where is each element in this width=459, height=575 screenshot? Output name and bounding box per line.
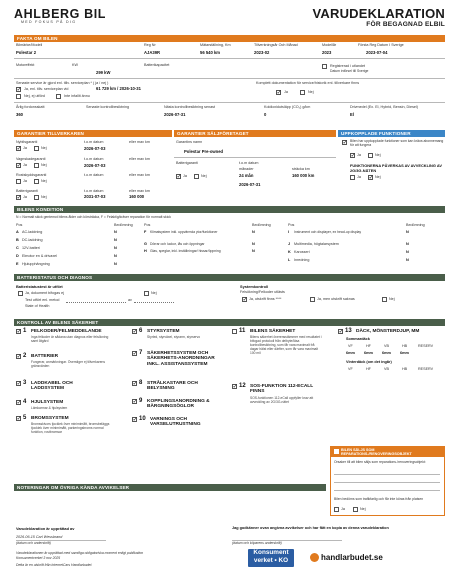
test-metod-label: Test utfört enl. metod (25, 298, 60, 302)
test-av-line (134, 302, 174, 303)
vagn-km-label: eller max km (129, 157, 150, 161)
cond-value: N (406, 230, 409, 234)
varudeklaration-page (14, 6, 445, 569)
funktioner-nej-label: Nej (375, 175, 381, 179)
cond-label: Instrument och displayer, ex head-up display (294, 230, 362, 234)
divider (14, 58, 445, 59)
nybil-km-label: eller max km (129, 140, 150, 144)
cond-value: N (406, 250, 409, 254)
sommar-vb: 6mm (382, 351, 391, 355)
nasta-besiktning-value: 2026-07-31 (164, 112, 186, 117)
fakta-label-model: Bilmärke/Modell (16, 43, 43, 47)
funktioner-title: FUNKTIONERNA PÅVERKAS AV AVVECKLING AV 2G/3G-NÄTEN (350, 163, 442, 173)
kontroll-1-num: 1 (23, 328, 27, 334)
skatt-label: Årlig fordonsskatt (16, 105, 45, 109)
kv-line1: Konsument (253, 549, 289, 556)
vagn-label: Vagnskadegaranti (16, 157, 46, 161)
header (14, 6, 445, 32)
kontroll-5-title: BROMSSYSTEM (31, 416, 69, 421)
skatt-value: 360 (16, 112, 23, 117)
kontroll-2-title: BATTERIER (31, 354, 59, 359)
kontroll-9-checkbox[interactable] (132, 399, 137, 404)
upprattad-label: Varudeklaration är upprättad av (16, 526, 75, 531)
kontroll-4-num: 4 (23, 399, 27, 405)
kontroll-5-desc: Bromsskivors tjocklek över minimimått, bromsbeläggs tjocklek över minimimått, parkeringsbroms normal funktion, rostbromsar (31, 422, 110, 434)
registered-abroad-label: Registrerad i utlandet (330, 64, 366, 68)
system-ja2-label: Ja, men utskrift saknas (317, 297, 355, 301)
cond-value: N (252, 242, 255, 246)
fakta-value-regnr: AJA39R (144, 50, 161, 55)
tire-col-vb: VB (384, 344, 389, 348)
tire-col-hf: HF (366, 367, 371, 371)
fakta-label-km: Mätarställning, Km (200, 43, 231, 47)
trafikfarlig-ja-label: Ja (341, 507, 345, 511)
battery-label: Batterikapacitet (144, 63, 170, 67)
service-ej-label: Inte infallit ännu (64, 94, 90, 98)
tire-col-vb: VB (384, 367, 389, 371)
system-ja-checkbox[interactable] (242, 297, 247, 302)
reparation-title: BILEN SÄLJS SOM REPARATIONS-/RENOVERINGSOBJEKT (341, 447, 412, 456)
section-kontroll-sakerhet: KONTROLL AV BILENS SÄKERHET (14, 319, 445, 326)
reparation-checkbox[interactable] (334, 449, 339, 454)
kontroll-3-title: LADDKABEL OCH LADDSYSTEM (31, 381, 73, 392)
komplett-nej-checkbox[interactable] (300, 90, 305, 95)
salj-km-value: 160 000 km (292, 173, 315, 178)
komplett-ja-checkbox[interactable] (276, 90, 281, 95)
registered-abroad-checkbox[interactable] (322, 64, 327, 69)
kontroll-12-num: 12 (239, 383, 246, 389)
kontroll-6-checkbox[interactable] (132, 329, 137, 334)
legal-text-3: Detta är en utskrift från InternetCars Handlarbudet. (16, 563, 93, 567)
fakta-value-km: 56 540 km (200, 50, 221, 55)
vagn-nej-label: Nej (41, 163, 47, 167)
upprattad-sub: (datum och underskrift) (16, 541, 51, 545)
section-noteringar: NOTERINGAR OM ÖVRIGA KÄNDA AVVIKELSER (14, 484, 326, 491)
cond-label: Karosseri (294, 250, 310, 254)
pos-header: Pos (144, 223, 151, 227)
batteri-km: 160 000 (129, 194, 145, 199)
registered-abroad-sub: Datum införsel till Sverige (330, 69, 369, 73)
salj-manader-value: 24 mån (239, 173, 254, 178)
cond-value: N (114, 246, 117, 250)
fakta-value-modellar: 2023 (322, 50, 332, 55)
document-subtitle: FÖR BEGAGNAD ELBIL (366, 21, 445, 28)
service-value: 61 729 km / 2026-10-31 (96, 86, 141, 91)
kontroll-9-num: 9 (139, 398, 143, 404)
reparation-text1: Orsaker till att bilen säljs som reparations-/renoveringsobjekt: (334, 460, 426, 464)
nybil-date: 2026-07-03 (84, 146, 106, 151)
nybil-nej-checkbox[interactable] (34, 146, 39, 151)
rost-ja-checkbox[interactable] (16, 179, 21, 184)
divider (334, 490, 440, 491)
kontroll-11-num: 11 (239, 328, 246, 334)
cond-code: B (16, 238, 19, 242)
vagn-nej-checkbox[interactable] (34, 163, 39, 168)
kontroll-8-num: 8 (139, 380, 143, 386)
kontroll-4-title: HJULSYSTEM (31, 400, 64, 405)
kontroll-2-num: 2 (23, 353, 27, 359)
rost-ja-label: Ja (23, 179, 27, 183)
co2-label: Koldioxidutsläpp (CO₂) g/km (264, 105, 311, 109)
kontroll-7-num: 7 (139, 350, 143, 356)
cond-code: G (144, 242, 147, 246)
batteri-status-nej-checkbox[interactable] (144, 291, 149, 296)
vagn-tom-label: t.o.m datum (84, 157, 104, 161)
funktioner-ja-label: Ja (357, 175, 361, 179)
service-nej-label: Nej, ej utförd (24, 94, 45, 98)
legal-text-2: Konsumentverket 3 nov 2025 (16, 556, 61, 560)
kontroll-12-checkbox[interactable] (232, 384, 237, 389)
senaste-besiktning-label: Senaste kontrollbesiktning (86, 105, 130, 109)
kontroll-9-title: KOPPLINGSANORDNING & BÄRGNINGSÖGLOR (147, 399, 210, 410)
kopare-sub: (datum och köparens underskrift) (232, 541, 282, 545)
nybil-nej-label: Nej (41, 146, 47, 150)
test-metod-line (66, 302, 126, 303)
section-garantier-tillverkaren: GARANTIER TILLVERKAREN (14, 130, 172, 137)
uppkopplade-ja-checkbox[interactable] (350, 153, 355, 158)
legal-text-1: Varudeklarationen är upprättad med samtliga obligatoriska moment enligt publikation (16, 551, 144, 555)
bed-header: Bedömning (252, 223, 271, 227)
cond-value: N (114, 254, 117, 258)
co2-value: 0 (264, 112, 267, 117)
batteri-status-label: Batteristatustest är utfört (16, 284, 63, 289)
cond-value: N (114, 230, 117, 234)
test-av-label: av (128, 298, 132, 302)
service-ej-checkbox[interactable] (56, 94, 61, 99)
vagn-date: 2026-07-03 (84, 163, 106, 168)
konsumentverket-logo (248, 549, 294, 567)
kw-value: 299 kW (96, 70, 111, 75)
batteri-nej-checkbox[interactable] (34, 195, 39, 200)
batteri-tom-label: t.o.m datum (84, 189, 104, 193)
batteri-ja-label: Ja (23, 195, 27, 199)
cond-label: Dörrar och luckor, lås och öppningar (150, 242, 205, 246)
divider (14, 78, 445, 79)
fakta-label-modellar: Modellår (322, 43, 337, 47)
bed-header: Bedömning (114, 223, 133, 227)
tire-col-hb: HB (402, 367, 408, 371)
tire-col-hb: HB (402, 344, 408, 348)
reparation-text2: Bilen bedöms som trafikfarlig och får inte köras från platsen (334, 497, 424, 501)
batteri-status-ja-checkbox[interactable] (18, 291, 23, 296)
rost-nej-checkbox[interactable] (34, 179, 39, 184)
cond-label: DC-laddning (22, 238, 43, 242)
kontroll-13-title: DÄCK, MÖNSTERDJUP, MM (356, 329, 420, 334)
batteri-date: 2031-07-03 (84, 194, 106, 199)
kontroll-7-checkbox[interactable] (132, 351, 137, 356)
uppkopplade-checkbox[interactable] (342, 140, 347, 145)
rost-km-label: eller max km (129, 173, 150, 177)
section-garantier-saljforetaget: GARANTIER SÄLJFÖRETAGET (174, 130, 336, 137)
vagn-ja-checkbox[interactable] (16, 163, 21, 168)
fakta-value-forsta-reg: 2023-07-04 (366, 50, 388, 55)
vagn-ja-label: Ja (23, 163, 27, 167)
cond-code: E (16, 262, 19, 266)
kontroll-6-num: 6 (139, 328, 143, 334)
salj-batteri-nej-checkbox[interactable] (194, 174, 199, 179)
nybil-tom-label: t.o.m datum (84, 140, 104, 144)
section-batteristatus: BATTERISTATUS OCH DIAGNOS (14, 274, 445, 281)
uppkopplade-nej-label: Nej (375, 153, 381, 157)
kontroll-10-title: VARNINGS OCH VARSELUTRUSTNING (150, 417, 201, 428)
section-fakta-om-bilen: FAKTA OM BILEN (14, 35, 445, 42)
kontroll-6-desc: Styrled, styrväxel, styrarm, styrservo (147, 335, 201, 339)
fakta-label-forsta-reg: Första Reg Datum I Sverige (358, 43, 404, 47)
kontroll-4-checkbox[interactable] (16, 400, 21, 405)
nybil-ja-label: Ja (23, 146, 27, 150)
cond-label: AC-laddning (22, 230, 43, 234)
salj-tom-value: 2026-07-31 (239, 182, 261, 187)
cond-label: Hjulupphängning (22, 262, 50, 266)
uppkopplade-nej-checkbox[interactable] (368, 153, 373, 158)
cond-label: 12V-batteri (22, 246, 40, 250)
cond-code: D (16, 254, 19, 258)
salj-tom-label: t.o.m datum (239, 161, 259, 165)
nasta-besiktning-label: Nästa kontrollbesiktning senast (164, 105, 216, 109)
kontroll-2-checkbox[interactable] (16, 354, 21, 359)
fakta-value-model: Polestar 2 (16, 50, 37, 55)
handlarbudet-logo-icon (310, 553, 319, 562)
tire-col-vf: VF (348, 367, 353, 371)
upprattad-value: 2026-06-15 Carl Wessbrand (16, 535, 63, 539)
rost-tom-label: t.o.m datum (84, 173, 104, 177)
trafikfarlig-nej-checkbox[interactable] (353, 507, 358, 512)
brand-tagline: MED FOKUS PÅ DIG (21, 20, 77, 24)
salj-batteri-ja-checkbox[interactable] (176, 174, 181, 179)
cond-label: Glas, speglar, inkl. inställningar/ hissar/öppning (150, 249, 221, 253)
kontroll-2-desc: Fungerar, anmärkningar. Överstiger ej tillverkarens gränsvärden (31, 360, 106, 368)
cond-code: I (288, 230, 290, 234)
tire-col-reserv: RESERV (418, 344, 434, 348)
tire-col-hf: HF (366, 344, 371, 348)
kontroll-1-checkbox[interactable] (16, 329, 21, 334)
kontroll-11-desc: Bilens säkerhet överensstämmer med resultatet i bifogad protokoll från delbyte/läsa kontrollbesiktning, som får vara maximalt frå dagar hälst eller därfter, som får vara maximalt 100 mil (250, 335, 322, 355)
kv-line2: verket • KO (253, 557, 289, 564)
kontroll-5-num: 5 (23, 415, 27, 421)
salj-manader-label: månader (239, 167, 254, 171)
kontroll-10-num: 10 (139, 416, 146, 422)
vinter-label: Vinterdäck (om det ingår) (346, 360, 392, 364)
document-title: VARUDEKLARATION (312, 6, 445, 21)
komplett-nej-label: Nej (308, 90, 314, 94)
trafikfarlig-nej-label: Nej (360, 507, 366, 511)
kontroll-3-checkbox[interactable] (16, 381, 21, 386)
tire-col-vf: VF (348, 344, 353, 348)
uppkopplade-ja-label: Ja (357, 153, 361, 157)
sommar-label: Sommardäck (346, 337, 370, 341)
godkanner-text: Jag godkänner ovan angivna avvikelser och har fått en kopia av denna varudeklaration (232, 526, 389, 530)
batteri-garanti-label: Batterigaranti (16, 189, 38, 193)
motor-label: Motoreffekt (16, 63, 35, 67)
cond-code: H (144, 249, 147, 253)
nybil-label: Nybilsgaranti (16, 140, 38, 144)
cond-value: N (114, 262, 117, 266)
salj-batteri-label: Batterigaranti (176, 161, 198, 165)
komplett-ja-label: Ja (284, 90, 288, 94)
cond-code: A (16, 230, 19, 234)
kontroll-5-checkbox[interactable] (16, 416, 21, 421)
health-label: State of Health (25, 304, 50, 308)
nybil-ja-checkbox[interactable] (16, 146, 21, 151)
cond-label: Elmotor en & drivaxel (22, 254, 58, 258)
pos-header: Pos (288, 223, 295, 227)
kontroll-8-checkbox[interactable] (132, 381, 137, 386)
kontroll-13-num: 13 (345, 328, 352, 334)
section-uppkopplade-funktioner: UPPKOPPLADE FUNKTIONER (338, 130, 445, 137)
kontroll-3-num: 3 (23, 380, 27, 386)
kontroll-6-title: STYRSYSTEM (147, 329, 180, 334)
kontroll-12-title: SOS-FUNKTION 112-ECALL FINNS (250, 384, 314, 395)
rost-nej-label: Nej (41, 179, 47, 183)
garanti-namn-label: Garantins namn (176, 140, 203, 144)
cond-label: Klimatsystem inkl. uppvärmda ytor/funktioner (150, 230, 218, 234)
drivmedel-label: Drivmedel (Ex. El, Hybrid, Bensin, Diesel) (350, 105, 419, 109)
kontroll-11-title: BILENS SÄKERHET (250, 329, 296, 334)
fakta-label-tillv: Tillverkningsår Och Månad (254, 43, 298, 47)
kw-label: KW (72, 63, 78, 67)
sommar-hf: 6mm (364, 351, 373, 355)
cond-code: J (288, 242, 291, 246)
service-ja-label: Ja, enl. tillv. serviceplan vid (24, 87, 69, 91)
system-label: Systemkontroll (240, 284, 269, 289)
kontroll-12-desc: SOS-funktionen 112-eCall uppfyller krav att avveckling av 2G/3G-nätet (250, 396, 314, 404)
cond-code: F (144, 230, 147, 234)
bed-header: Bedömning (406, 223, 425, 227)
cond-code: K (288, 250, 291, 254)
drivmedel-value: El (350, 112, 354, 117)
pos-header: Pos (16, 223, 23, 227)
cond-code: C (16, 246, 19, 250)
service-ja-checkbox[interactable] (16, 87, 21, 92)
batteri-status-nej-label: Nej (151, 291, 157, 295)
service-label: Senaste service är gjord enl. tillv. serviceplan * ( ja / nej ) (16, 81, 109, 85)
kontroll-13-checkbox[interactable] (338, 329, 343, 334)
tire-col-reserv: RESERV (418, 367, 434, 371)
komplett-label: Komplett dokumentation för service/historik enl. tillverkare finns (256, 81, 360, 85)
salj-batteri-ja-label: Ja (183, 174, 187, 178)
system-sub: Felsökning/Felkoder utlästs (240, 290, 285, 294)
rost-label: Rostskyddsgaranti (16, 173, 47, 177)
kontroll-1-desc: Inga felkoder är sådana utan diagnos eller felsökning samt åtgärd (31, 335, 109, 343)
cond-code: L (288, 258, 291, 262)
kontroll-10-checkbox[interactable] (132, 417, 137, 422)
system-nej-checkbox[interactable] (382, 297, 387, 302)
system-ja-label: Ja, utskrift finns **** (249, 297, 282, 301)
kontroll-8-title: STRÅLKASTARE OCH BELYSNING (147, 381, 198, 392)
sommar-vf: 6mm (346, 351, 355, 355)
kontroll-1-title: FELKODER/FELMEDDELANDE (31, 329, 102, 334)
section-bilens-kondition: BILENS KONDITION (14, 206, 445, 213)
cond-label: Multimedia, högtalarsystem (294, 242, 339, 246)
sommar-hb: 6mm (400, 351, 409, 355)
handlarbudet-logo: handlarbudet.se (321, 553, 383, 562)
kontroll-7-title: SÄKERHETSSYSTEM OCH SÄKERHETS-ANORDNINGAR INKL. ASSISTANSSYSTEM (147, 351, 215, 367)
system-ja2-checkbox[interactable] (310, 297, 315, 302)
batteri-km-label: eller max km (129, 189, 150, 193)
garanti-namn-value: Polestar Pre-owned (184, 149, 224, 154)
fakta-label-regnr: Reg Nr (144, 43, 156, 47)
cond-label: Inredning (294, 258, 310, 262)
divider (14, 102, 445, 103)
batteri-nej-label: Nej (41, 195, 47, 199)
kontroll-11-checkbox[interactable] (232, 329, 237, 334)
system-nej-label: Nej (389, 297, 395, 301)
uppkopplade-text: Bilen har uppkopplade funktioner som kan kräva abonnemang för att fungera (350, 139, 444, 148)
service-nej-checkbox[interactable] (16, 94, 21, 99)
cond-value: N (406, 242, 409, 246)
batteri-ja-checkbox[interactable] (16, 195, 21, 200)
funktioner-ja-checkbox[interactable] (350, 175, 355, 180)
funktioner-nej-checkbox[interactable] (368, 175, 373, 180)
brand-logo: AHLBERG BIL (14, 7, 107, 21)
divider (334, 482, 440, 483)
cond-value: N (252, 249, 255, 253)
fakta-value-tillv: 2023-02 (254, 50, 270, 55)
cond-value: N (406, 258, 409, 262)
kondition-legend: N = Normalt skick gentemot bilens ålder och körsträcka, F = Felaktig/kräver reparation för normalt skick (16, 215, 171, 219)
trafikfarlig-ja-checkbox[interactable] (334, 507, 339, 512)
cond-value: N (252, 230, 255, 234)
cond-value: N (114, 238, 117, 242)
reparation-box (330, 446, 445, 516)
batteri-status-ja-label: Ja, dokument bifogas ej (25, 291, 64, 295)
divider (174, 157, 336, 158)
salj-batteri-nej-label: Nej (201, 174, 207, 178)
divider (334, 474, 440, 475)
kontroll-4-desc: Lämkarmar & hjulsystem (31, 406, 68, 410)
salj-km-label: sträcka km (292, 167, 310, 171)
